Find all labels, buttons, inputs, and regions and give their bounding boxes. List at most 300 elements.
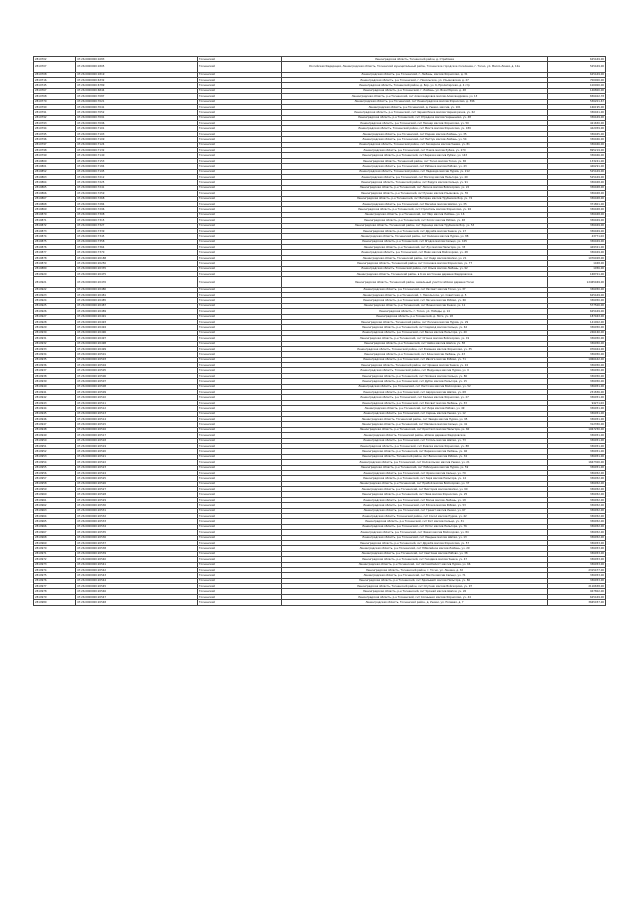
cadastral-number-cell: 47:26:0000000:7184 (76, 164, 198, 169)
row-id-cell: 2819931 (34, 336, 76, 341)
row-id-cell: 2819792 (34, 115, 76, 120)
cadastral-number-cell: 47:26:0000000:20540 (76, 557, 198, 562)
row-id-cell: 2819971 (34, 551, 76, 556)
value-cell: 336051,00 (548, 454, 606, 459)
row-id-cell: 2819923 (34, 293, 76, 298)
district-cell: Тосненский (198, 239, 282, 244)
value-cell: 336051,00 (548, 416, 606, 421)
value-cell: 12465469,00 (548, 277, 606, 287)
cadastral-number-cell: 47:26:0000000:1819 (76, 72, 198, 77)
cadastral-number-cell: 47:26:0000000:7345 (76, 234, 198, 239)
district-cell: Тосненский (198, 357, 282, 362)
row-id-cell: 2819716 (34, 77, 76, 82)
cadastral-number-cell: 47:26:0000000:20534 (76, 524, 198, 529)
cadastral-number-cell: 47:26:0000000:20547 (76, 594, 198, 599)
district-cell: Тосненский (198, 77, 282, 82)
row-id-cell: 2819876 (34, 245, 76, 250)
table-row (34, 600, 606, 605)
value-cell: 1667300,00 (548, 460, 606, 465)
address-cell: Ленинградская область, р-н Тосненский, снт Юбилейное массив Любань, уч. 29 (282, 546, 548, 551)
district-cell: Тосненский (198, 83, 282, 88)
row-id-cell: 2819770 (34, 99, 76, 104)
address-cell: Ленинградская область, р-н Тосненский, снт Урожай массив Шапки, уч. 26 (282, 589, 548, 594)
district-cell: Тосненский (198, 245, 282, 250)
value-cell: 94271,00 (548, 400, 606, 405)
district-cell: Тосненский (198, 121, 282, 126)
cadastral-number-cell: 47:26:0000000:7103 (76, 131, 198, 136)
district-cell: Тосненский (198, 325, 282, 330)
address-cell: Ленинградская область, р-н Тосненский, снт Весна массив Пельгора, уч. 40 (282, 330, 548, 335)
address-cell: Ленинградская область, Тосненский район, снт Росинка массив Нурма, уч. 29 (282, 319, 548, 324)
value-cell: 336045,00 (548, 131, 606, 136)
district-cell: Тосненский (198, 191, 282, 196)
row-id-cell: 2819965 (34, 519, 76, 524)
row-id-cell: 2819932 (34, 341, 76, 346)
district-cell: Тосненский (198, 314, 282, 319)
address-cell: Ленинградская область, р-н Тосненский, снт Василек массив Шапки, уч. 35 (282, 201, 548, 206)
district-cell: Тосненский (198, 422, 282, 427)
cadastral-number-cell: 47:26:0000000:20496 (76, 330, 198, 335)
address-cell: Ленинградская область, р-н Тосненский, снт Рассвет массив Тосно, уч. 37 (282, 287, 548, 292)
row-id-cell: 2819872 (34, 223, 76, 228)
district-cell: Тосненский (198, 406, 282, 411)
cadastral-number-cell: 47:26:0000000:20539 (76, 551, 198, 556)
row-id-cell: 2819937 (34, 368, 76, 373)
cadastral-number-cell: 47:26:0000000:7296 (76, 207, 198, 212)
address-cell: Ленинградская область, Тосненский район, снт Мечта массив Форносово, уч. 189 (282, 126, 548, 131)
cadastral-number-cell: 47:26:0000000:20250 (76, 261, 198, 266)
address-cell: Ленинградская область, Тосненский район, д. Стребовка (282, 57, 548, 62)
cadastral-number-cell: 47:26:0000000:20516 (76, 427, 198, 432)
row-id-cell: 2819939 (34, 379, 76, 384)
value-cell: 336052,00 (548, 503, 606, 508)
address-cell: Ленинградская область, Тосненский район, снт Сокол массив Нурма, уч. 42 (282, 514, 548, 519)
address-cell: Ленинградская область, р-н Тосненский, снт Черная Речка массив Черная речка, уч. 62 (282, 110, 548, 115)
value-cell: 625449,00 (548, 594, 606, 599)
district-cell: Тосненский (198, 508, 282, 513)
row-id-cell: 2819870 (34, 212, 76, 217)
district-cell: Тосненский (198, 298, 282, 303)
address-cell: Ленинградская область, р-н Тосненский, снт Ландыш массив Шапки, уч. 13 (282, 535, 548, 540)
cadastral-number-cell: 47:26:0000000:7241 (76, 185, 198, 190)
district-cell: Тосненский (198, 250, 282, 255)
row-id-cell: 2819970 (34, 546, 76, 551)
district-cell: Тосненский (198, 255, 282, 260)
value-cell: 442059,00 (548, 126, 606, 131)
district-cell: Тосненский (198, 443, 282, 448)
cadastral-number-cell: 47:26:0000000:7364 (76, 245, 198, 250)
row-id-cell: 2819707 (34, 62, 76, 72)
district-cell: Тосненский (198, 390, 282, 395)
address-cell: Ленинградская область, р-н Тосненский, снт Елочка массив Рябово, уч. 53 (282, 503, 548, 508)
cadastral-number-cell: 47:26:0000000:20526 (76, 481, 198, 486)
district-cell: Тосненский (198, 519, 282, 524)
row-id-cell: 2819934 (34, 352, 76, 357)
cadastral-number-cell: 47:26:0000000:20501 (76, 352, 198, 357)
cadastral-number-cell: 47:26:0000000:20543 (76, 573, 198, 578)
value-cell: 336052,00 (548, 519, 606, 524)
district-cell: Тосненский (198, 153, 282, 158)
value-cell: 2315477,00 (548, 567, 606, 572)
value-cell: 449321,00 (548, 245, 606, 250)
value-cell: 187463,00 (548, 314, 606, 319)
address-cell: Ленинградская область, р-н Тосненский, снт Иволга массив Рябово, уч. 71 (282, 357, 548, 362)
cadastral-number-cell: 47:26:0000000:20511 (76, 400, 198, 405)
cadastral-number-cell: 47:26:0000000:20529 (76, 497, 198, 502)
district-cell: Тосненский (198, 309, 282, 314)
address-cell: Ленинградская область, р-н Тосненский, снт Нептун массив Любань, уч. 54 (282, 137, 548, 142)
value-cell: 336049,00 (548, 223, 606, 228)
cadastral-number-cell: 47:26:0000000:6332 (76, 77, 198, 82)
row-id-cell: 2819767 (34, 88, 76, 93)
address-cell: Ленинградская область, Тосненский район, снт Заозерное массив Ушаки, уч. 81 (282, 142, 548, 147)
cadastral-number-cell: 47:26:0000000:20530 (76, 503, 198, 508)
cadastral-number-cell: 47:26:0000000:20513 (76, 411, 198, 416)
cadastral-number-cell: 47:26:0000000:7358 (76, 239, 198, 244)
district-cell: Тосненский (198, 148, 282, 153)
address-cell: Ленинградская область, р-н Тосненский, снт Волна массив Любань, уч. 18 (282, 497, 548, 502)
row-id-cell: 2819950 (34, 438, 76, 443)
district-cell: Тосненский (198, 62, 282, 72)
value-cell: 336051,00 (548, 433, 606, 438)
value-cell: 336052,00 (548, 470, 606, 475)
cadastral-number-cell: 47:26:0000000:20493 (76, 319, 198, 324)
district-cell: Тосненский (198, 158, 282, 163)
value-cell: 336049,00 (548, 250, 606, 255)
district-cell: Тосненский (198, 261, 282, 266)
row-id-cell: 2819980 (34, 600, 76, 605)
row-id-cell: 2819956 (34, 470, 76, 475)
value-cell: 336050,00 (548, 373, 606, 378)
address-cell: Ленинградская область, р-н Тосненский, снт Дружба массив Ушаки, уч. 17 (282, 228, 548, 233)
cadastral-number-cell: 47:26:0000000:20497 (76, 336, 198, 341)
address-cell: Ленинградская область, р-н Тосненский, снт Чайка массив Шапки, уч. 58 (282, 341, 548, 346)
row-id-cell: 2819852 (34, 169, 76, 174)
value-cell: 336050,00 (548, 298, 606, 303)
cadastral-number-cell: 47:26:0000000:20545 (76, 584, 198, 589)
cadastral-number-cell: 47:26:0000000:20535 (76, 530, 198, 535)
cadastral-number-cell: 47:26:0000000:20538 (76, 546, 198, 551)
cadastral-number-cell: 47:26:0000000:7308 (76, 212, 198, 217)
district-cell: Тосненский (198, 131, 282, 136)
row-id-cell: 2819966 (34, 524, 76, 529)
address-cell: Ленинградская область, Тосненский район, земельный участок вблизи деревни Тосно (282, 277, 548, 287)
address-cell: Ленинградская область, р-н Тосненский, снт Колокольчик массив Ушаки, уч. 21 (282, 460, 548, 465)
address-cell: Ленинградская область, р-н Тосненский, снт Березка массив Любань, уч. 46 (282, 449, 548, 454)
address-cell: Ленинградская область, Тосненский район, снт Орешек массив Ушаки, уч. 24 (282, 363, 548, 368)
value-cell: 336052,00 (548, 476, 606, 481)
district-cell: Тосненский (198, 487, 282, 492)
value-cell: 3665037,00 (548, 600, 606, 605)
cadastral-number-cell: 47:26:0000000:7041 (76, 104, 198, 109)
district-cell: Тосненский (198, 303, 282, 308)
row-id-cell: 2819924 (34, 298, 76, 303)
value-cell: 836402,78 (548, 94, 606, 99)
row-id-cell: 2819867 (34, 196, 76, 201)
address-cell: Ленинградская область, р-н Тосненский, снт Луч массив Пельгора, уч. 33 (282, 245, 548, 250)
address-cell: Ленинградская область, р-н Тосненский, снт Кристалл массив Пельгора, уч. 60 (282, 427, 548, 432)
address-cell: Ленинградская область, р-н Тосненский, снт Александровка массив Александровка, уч. 13 (282, 94, 548, 99)
value-cell: 625449,00 (548, 309, 606, 314)
row-id-cell: 2819952 (34, 449, 76, 454)
district-cell: Тосненский (198, 104, 282, 109)
district-cell: Тосненский (198, 578, 282, 583)
address-cell: Ленинградская область, Тосненский район, д. Ушаки, ул. Полевая, д. 7 (282, 600, 548, 605)
address-cell: Ленинградская область, р-н Тосненский, снт Ручеек массив Ульяновка, уч. 55 (282, 191, 548, 196)
row-id-cell: 2819975 (34, 573, 76, 578)
district-cell: Тосненский (198, 433, 282, 438)
cadastral-number-cell: 47:26:0000000:6789 (76, 83, 198, 88)
cadastral-number-cell: 47:26:0000000:20507 (76, 379, 198, 384)
row-id-cell: 2819953 (34, 454, 76, 459)
value-cell: 446291,00 (548, 164, 606, 169)
address-cell: Ленинградская область, р-н Тосненский, снт Березка массив Рубеж, уч. 143 (282, 153, 548, 158)
cadastral-number-cell: 47:26:0000000:7021 (76, 99, 198, 104)
row-id-cell: 2819921 (34, 277, 76, 287)
district-cell: Тосненский (198, 266, 282, 271)
address-cell: Ленинградская область, Тосненский район, снт Сосновка массив Форносово, уч. 77 (282, 261, 548, 266)
address-cell: Ленинградская область, р-н Тосненский, снт Уют массив Сельцо, уч. 31 (282, 519, 548, 524)
cadastral-number-cell: 47:26:0000000:20524 (76, 470, 198, 475)
district-cell: Тосненский (198, 514, 282, 519)
row-id-cell: 2819873 (34, 228, 76, 233)
district-cell: Тосненский (198, 287, 282, 292)
value-cell: 336052,00 (548, 497, 606, 502)
address-cell: Ленинградская область, р-н Тосненский, снт Дружба массив Форносово, уч. 57 (282, 540, 548, 545)
address-cell: Ленинградская область, р-н Тосненский, снт Мечта массив Сельцо, уч. 71 (282, 573, 548, 578)
district-cell: Тосненский (198, 363, 282, 368)
value-cell: 43771,00 (548, 234, 606, 239)
cadastral-number-cell: 47:26:0000000:20522 (76, 460, 198, 465)
district-cell: Тосненский (198, 465, 282, 470)
value-cell: 336046,00 (548, 142, 606, 147)
row-id-cell: 2819974 (34, 567, 76, 572)
district-cell: Тосненский (198, 379, 282, 384)
value-cell: 336050,00 (548, 325, 606, 330)
value-cell: 336048,00 (548, 185, 606, 190)
address-cell: Ленинградская область, р-н Тосненский, снт Рябинка массив Рябово, уч. 43 (282, 164, 548, 169)
district-cell: Тосненский (198, 535, 282, 540)
district-cell: Тосненский (198, 169, 282, 174)
row-id-cell: 2819801 (34, 164, 76, 169)
district-cell: Тосненский (198, 352, 282, 357)
value-cell: 336049,00 (548, 228, 606, 233)
row-id-cell: 2819791 (34, 110, 76, 115)
address-cell: Ленинградская область, р-н Тосненский, снт Эдельвейс массив Пельгора, уч. 86 (282, 578, 548, 583)
district-cell: Тосненский (198, 341, 282, 346)
value-cell: 336048,00 (548, 191, 606, 196)
row-id-cell: 2819960 (34, 492, 76, 497)
cadastral-number-cell: 47:26:0000000:20544 (76, 578, 198, 583)
cadastral-number-cell: 47:26:0000000:20546 (76, 589, 198, 594)
district-cell: Тосненский (198, 175, 282, 180)
cadastral-number-cell: 47:26:0000000:20518 (76, 438, 198, 443)
value-cell: 336041,00 (548, 110, 606, 115)
cadastral-number-cell: 47:26:0000000:20527 (76, 487, 198, 492)
value-cell: 336052,00 (548, 524, 606, 529)
value-cell: 336052,00 (548, 492, 606, 497)
district-cell: Тосненский (198, 72, 282, 77)
cadastral-number-cell: 47:26:0000000:20491 (76, 314, 198, 319)
address-cell: Ленинградская область, Тосненский район, снт Тосно массив Тосно, уч. 65 (282, 158, 548, 163)
row-id-cell: 2819941 (34, 390, 76, 395)
value-cell: 336049,00 (548, 239, 606, 244)
district-cell: Тосненский (198, 126, 282, 131)
row-id-cell: 2819945 (34, 411, 76, 416)
value-cell: 976044,00 (548, 346, 606, 351)
row-id-cell: 2819797 (34, 142, 76, 147)
cadastral-number-cell: 47:26:0000000:7052 (76, 110, 198, 115)
address-cell: Ленинградская область, р-н Тосненский, снт Малинка массив Сельцо, уч. 41 (282, 422, 548, 427)
cadastral-number-cell: 47:26:0000000:7370 (76, 250, 198, 255)
cadastral-number-cell: 47:26:0000000:7101 (76, 126, 198, 131)
row-id-cell: 2819768 (34, 94, 76, 99)
value-cell: 625449,00 (548, 72, 606, 77)
district-cell: Тосненский (198, 395, 282, 400)
cadastral-number-cell: 47:26:0000000:7132 (76, 148, 198, 153)
cadastral-number-cell: 47:26:0000000:7087 (76, 94, 198, 99)
row-id-cell: 2819920 (34, 272, 76, 277)
value-cell: 231836,00 (548, 390, 606, 395)
address-cell: Ленинградская область, р-н Тосненский, снт Тополь массив Шапки, уч. 73 (282, 438, 548, 443)
address-cell: Ленинградская область, р-н Тосненский, д. Ушаки, массив, уч. 101 (282, 104, 548, 109)
cadastral-number-cell: 47:26:0000000:20498 (76, 341, 198, 346)
address-cell: Ленинградская область, р-н Тосненский, снт Лесное массив Рябово, уч. 66 (282, 298, 548, 303)
district-cell: Тосненский (198, 427, 282, 432)
value-cell: 336051,00 (548, 411, 606, 416)
address-cell: Ленинградская область, Тосненский район, снт Калинка массив Нурма, уч. 88 (282, 234, 548, 239)
district-cell: Тосненский (198, 346, 282, 351)
cadastral-number-cell: 47:26:0000000:20537 (76, 540, 198, 545)
address-cell: Ленинградская область, р-н Тосненский, снт Орион массив Сельцо, уч. 79 (282, 470, 548, 475)
district-cell: Тосненский (198, 180, 282, 185)
value-cell: 895219,00 (548, 148, 606, 153)
row-id-cell: 2819936 (34, 363, 76, 368)
cadastral-number-cell: 47:26:0000000:20487 (76, 303, 198, 308)
address-cell: Ленинградская область, р-н Тосненский, снт Дубок массив Пельгора, уч. 15 (282, 379, 548, 384)
value-cell: 336050,00 (548, 352, 606, 357)
value-cell: 525449,00 (548, 62, 606, 72)
row-id-cell: 2819969 (34, 540, 76, 545)
cadastral-number-cell: 47:26:0000000:20505 (76, 368, 198, 373)
row-id-cell: 2819963 (34, 508, 76, 513)
district-cell: Тосненский (198, 368, 282, 373)
address-cell: Ленинградская область, Тосненский район, снт Надежда массив Нурма, уч. 212 (282, 169, 548, 174)
district-cell: Тосненский (198, 481, 282, 486)
row-id-cell: 2819928 (34, 319, 76, 324)
district-cell: Тосненский (198, 503, 282, 508)
address-cell: Ленинградская область, р-н Тосненский, снт Рассвет массив Любань, уч. 33 (282, 400, 548, 405)
district-cell: Тосненский (198, 185, 282, 190)
district-cell: Тосненский (198, 336, 282, 341)
address-cell: Ленинградская область, Тосненский район, снт Ольха массив Любань, уч. 92 (282, 266, 548, 271)
address-cell: Российская Федерация, Ленинградская область, Тосненский муниципальный район, Тосненское городское поселение, г. Тосно, ул. Масло-Линия, д. 12а (282, 62, 548, 72)
district-cell: Тосненский (198, 492, 282, 497)
row-id-cell: 2819868 (34, 201, 76, 206)
value-cell: 336051,00 (548, 395, 606, 400)
row-id-cell: 2819790 (34, 104, 76, 109)
cadastral-number-cell: 47:26:0000000:20476 (76, 277, 198, 287)
district-cell: Тосненский (198, 384, 282, 389)
value-cell: 336051,00 (548, 384, 606, 389)
row-id-cell: 2819922 (34, 287, 76, 292)
row-id-cell: 2819866 (34, 191, 76, 196)
cadastral-number-cell: 47:26:0000000:20517 (76, 433, 198, 438)
row-id-cell: 2819795 (34, 131, 76, 136)
row-id-cell: 2819929 (34, 325, 76, 330)
district-cell: Тосненский (198, 277, 282, 287)
address-cell: Ленинградская область, р-н Тосненский, д. Поги, уч. 18 (282, 314, 548, 319)
cadastral-number-cell: 47:26:0000000:7212 (76, 175, 198, 180)
address-cell: Ленинградская область, р-н Тосненский, снт Калина массив Форносово, уч. 27 (282, 395, 548, 400)
cadastral-number-cell: 47:26:0000000:20480 (76, 287, 198, 292)
value-cell: 336052,00 (548, 508, 606, 513)
cadastral-number-cell: 47:26:0000000:20481 (76, 293, 198, 298)
value-cell: 141002,00 (548, 319, 606, 324)
district-cell: Тосненский (198, 600, 282, 605)
address-cell: Ленинградская область, р-н Тосненский, снт Солнышко массив Форносово, уч. 44 (282, 594, 548, 599)
district-cell: Тосненский (198, 228, 282, 233)
value-cell: 336050,00 (548, 368, 606, 373)
cadastral-number-cell: 47:26:0000000:20536 (76, 535, 198, 540)
value-cell: 2116658,00 (548, 584, 606, 589)
row-id-cell: 2819864 (34, 180, 76, 185)
address-cell: Ленинградская область, р-н Тосненский, снт Лира массив Рябово, уч. 49 (282, 406, 548, 411)
value-cell: 421650,00 (548, 121, 606, 126)
address-cell: Ленинградская область, р-н Тосненский, снт Сирень массив Ушаки, уч. 12 (282, 411, 548, 416)
row-id-cell: 2819978 (34, 589, 76, 594)
district-cell: Тосненский (198, 94, 282, 99)
cadastral-number-cell: 47:26:0000000:20515 (76, 422, 198, 427)
cadastral-number-cell: 47:26:0000000:20514 (76, 416, 198, 421)
address-cell: Ленинградская область, Тосненский район, снт Ромашка массив Форносово, уч. 35 (282, 346, 548, 351)
address-cell: Ленинградская область, р-н Тосненский, снт Огонек массив Войскорово, уч. 19 (282, 336, 548, 341)
address-cell: Ленинградская область, р-н Тосненский, снт Клен массив Любань, уч. 43 (282, 352, 548, 357)
value-cell: 336052,00 (548, 514, 606, 519)
cadastral-number-cell: 47:26:0000000:20504 (76, 363, 198, 368)
cadastral-number-cell: 47:26:0000000:20548 (76, 600, 198, 605)
row-id-cell: 2819967 (34, 530, 76, 535)
value-cell: 947802,00 (548, 589, 606, 594)
address-cell: Ленинградская область, Тосненский район, г. Тосно, ул. Ленина, д. 32 (282, 567, 548, 572)
cadastral-number-cell: 47:26:0000000:1805 (76, 62, 198, 72)
address-cell: Ленинградская область, Тосненский район, вблизи деревни Федоровское (282, 433, 548, 438)
district-cell: Тосненский (198, 293, 282, 298)
cadastral-number-cell: 47:26:0000000:7225 (76, 180, 198, 185)
district-cell: Тосненский (198, 584, 282, 589)
district-cell: Тосненский (198, 373, 282, 378)
cadastral-number-cell: 47:26:0000000:20508 (76, 384, 198, 389)
value-cell: 100000,00 (548, 83, 606, 88)
address-cell: Ленинградская область, р-н Тосненский, снт Лесное массив Войскорово, уч. 22 (282, 185, 548, 190)
address-cell: Ленинградская область, Тосненский район, д. Бор, уч. 6, Пролетарская, д. 4 стр (282, 83, 548, 88)
value-cell: 336053,00 (548, 557, 606, 562)
value-cell: 168701,00 (548, 272, 606, 277)
value-cell: 625449,00 (548, 57, 606, 62)
address-cell: Ленинградская область, р-н Тосненский, снт Маяк массив Войскорово, уч. 48 (282, 250, 548, 255)
address-cell: Ленинградская область, р-н Тосненский, снт Факел массив Войскорово, уч. 84 (282, 530, 548, 535)
address-cell: Ленинградская область, р-н Тосненский, снт Восход массив Пельгора, уч. 40 (282, 175, 548, 180)
row-id-cell: 2819878 (34, 255, 76, 260)
value-cell: 312350,00 (548, 422, 606, 427)
cadastral-number-cell: 47:26:0000000:7315 (76, 218, 198, 223)
row-id-cell: 2819944 (34, 406, 76, 411)
row-id-cell: 2819976 (34, 578, 76, 583)
district-cell: Тосненский (198, 330, 282, 335)
value-cell: 133241,00 (548, 158, 606, 163)
cadastral-number-cell: 47:26:0000000:20521 (76, 454, 198, 459)
row-id-cell: 2819946 (34, 416, 76, 421)
